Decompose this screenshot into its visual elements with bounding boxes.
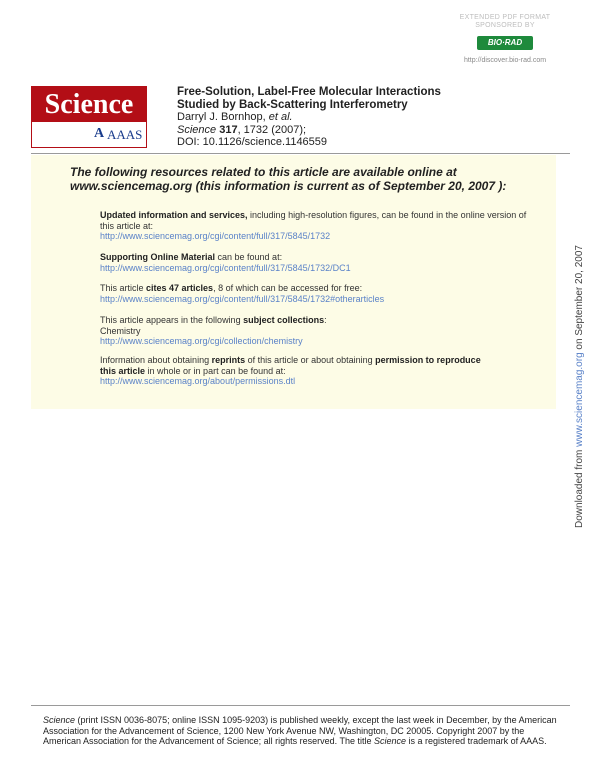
footer-journal: Science bbox=[43, 715, 76, 725]
biorad-logo[interactable]: BIO·RAD bbox=[477, 36, 533, 50]
permission-label: permission to reproduce bbox=[375, 355, 481, 365]
sponsor-block bbox=[440, 14, 570, 64]
intro-line-2: www.sciencemag.org (this information is current as of September 20, 2007 ): bbox=[70, 179, 507, 193]
permissions-mid: of this article or about obtaining bbox=[245, 355, 376, 365]
article-authors bbox=[177, 111, 441, 124]
supporting-material-section bbox=[100, 252, 540, 273]
journal-name: Science bbox=[177, 123, 217, 136]
authors-text: Darryl J. Bornhop, bbox=[177, 111, 266, 123]
aaas-logo bbox=[32, 122, 146, 147]
article-title-line-2: Studied by Back-Scattering Interferometry bbox=[177, 98, 408, 111]
footer-journal-2: Science bbox=[374, 736, 407, 746]
download-stamp-text bbox=[574, 245, 585, 528]
article-citation bbox=[177, 124, 441, 137]
article-doi: DOI: 10.1126/science.1146559 bbox=[177, 136, 328, 148]
science-logo bbox=[31, 86, 147, 148]
sponsor-line-1: EXTENDED PDF FORMAT bbox=[459, 14, 551, 21]
subject-chemistry: Chemistry bbox=[100, 325, 141, 336]
cites-link[interactable]: http://www.sciencemag.org/cgi/content/full/317/5845/1732#otherarticles bbox=[100, 293, 385, 304]
subjects-pre: This article appears in the following bbox=[100, 315, 244, 325]
sponsor-line-2: SPONSORED BY bbox=[475, 22, 535, 29]
aaas-icon: A bbox=[94, 126, 105, 141]
download-post: on September 20, 2007 bbox=[574, 245, 585, 353]
sponsor-url-link[interactable]: http://discover.bio-rad.com bbox=[463, 57, 547, 64]
footer-notice bbox=[43, 715, 563, 747]
reprints-label: reprints bbox=[211, 355, 246, 365]
resources-intro bbox=[70, 165, 550, 193]
permissions-post: in whole or in part can be found at: bbox=[145, 365, 286, 376]
cites-label: cites 47 articles bbox=[146, 283, 214, 293]
header-divider bbox=[31, 153, 570, 154]
supporting-material-link[interactable]: http://www.sciencemag.org/cgi/content/full/317/5845/1732/DC1 bbox=[100, 262, 351, 273]
intro-line-1: The following resources related to this article are available online at bbox=[70, 165, 457, 179]
permissions-link[interactable]: http://www.sciencemag.org/about/permissions.dtl bbox=[100, 376, 296, 386]
footer-text-2: is a registered trademark of AAAS. bbox=[406, 736, 547, 746]
this-article-label: this article bbox=[100, 365, 146, 376]
cites-section bbox=[100, 283, 540, 304]
permissions-section bbox=[100, 355, 540, 387]
subjects-label: subject collections bbox=[243, 315, 325, 325]
article-header bbox=[177, 86, 441, 149]
updated-info-section bbox=[100, 210, 540, 242]
updated-info-text: including high-resolution figures, can be found in the online version of this article at: bbox=[100, 210, 527, 231]
footer-divider bbox=[31, 705, 570, 706]
updated-info-label: Updated information and services, bbox=[100, 210, 248, 220]
permissions-pre: Information about obtaining bbox=[100, 355, 212, 365]
supporting-material-label: Supporting Online Material bbox=[100, 252, 216, 262]
journal-pages: , 1732 (2007); bbox=[237, 123, 307, 136]
science-wordmark: Science bbox=[32, 87, 146, 122]
cites-pre: This article bbox=[100, 283, 147, 293]
aaas-text: AAAS bbox=[107, 127, 143, 142]
supporting-material-text: can be found at: bbox=[215, 252, 283, 262]
article-title-line-1: Free-Solution, Label-Free Molecular Interactions bbox=[177, 86, 441, 98]
resources-box bbox=[31, 155, 556, 409]
updated-info-link[interactable]: http://www.sciencemag.org/cgi/content/full/317/5845/1732 bbox=[100, 231, 331, 241]
cites-text: , 8 of which can be accessed for free: bbox=[213, 283, 363, 293]
subjects-post: : bbox=[324, 315, 327, 325]
journal-volume: 317 bbox=[219, 123, 238, 136]
subject-collections-section bbox=[100, 315, 540, 347]
footer-text-1: (print ISSN 0036-8075; online ISSN 1095-9203) is published weekly, except the last week in December, by the American Association for the Advancement of Science, 1200 New York Avenue NW, Washington, DC 20005. Copyright 2007 by the American Association for the Advancement of Science; all rights reserved. The title bbox=[43, 715, 557, 746]
et-al-text: et al. bbox=[268, 111, 293, 123]
download-pre: Downloaded from bbox=[574, 446, 585, 528]
subjects-link[interactable]: http://www.sciencemag.org/cgi/collection/chemistry bbox=[100, 336, 303, 346]
download-site-link[interactable]: www.sciencemag.org bbox=[574, 352, 585, 447]
